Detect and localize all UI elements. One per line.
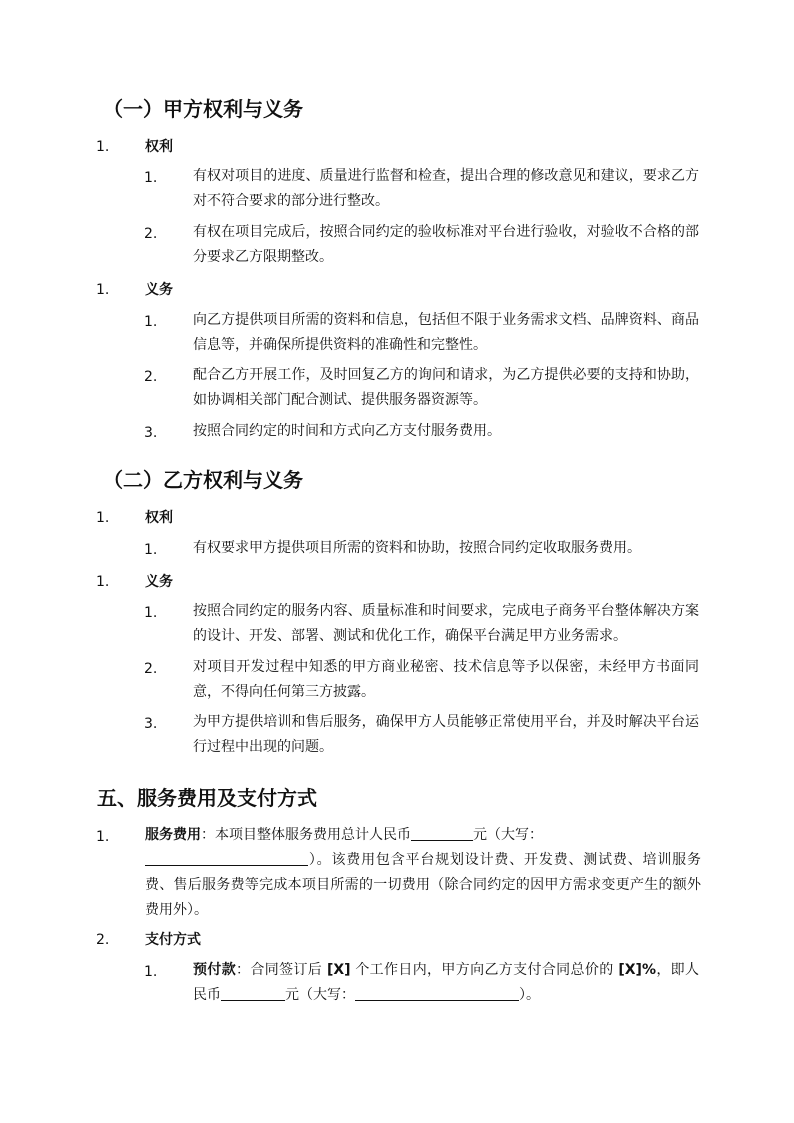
- service-fee-paragraph: [145, 823, 701, 923]
- prepayment-paragraph: [193, 958, 699, 1008]
- amount-blank: [411, 824, 473, 841]
- duties-label: 义务: [145, 282, 173, 298]
- amount-in-words-blank: [145, 849, 308, 866]
- list-number: 2.: [96, 932, 110, 948]
- placeholder-days: [X]: [326, 962, 351, 978]
- list-number: 2.: [144, 661, 158, 677]
- list-item-text: 配合乙方开展工作，及时回复乙方的询问和请求，为乙方提供必要的支持和协助，如协调相关部门配合测试、提供服务器资源等。: [193, 367, 699, 408]
- colon: ：: [236, 962, 251, 978]
- list-item-text: 向乙方提供项目所需的资料和信息，包括但不限于业务需求文档、品牌资料、商品信息等，并确保所提供资料的准确性和完整性。: [193, 312, 699, 353]
- placeholder-percent: [X]%: [618, 962, 656, 978]
- list-number: 3.: [144, 425, 158, 441]
- fee-text: ）。该费用包含平台规划设计费、开发费、测试费、培训服务费、售后服务费等完成本项目所需的一切费用（除合同约定的因甲方需求变更产生的额外费用外）。: [145, 852, 701, 918]
- prepayment-text: ）。: [519, 987, 540, 1003]
- list-number: 1.: [96, 574, 110, 590]
- list-number: 1.: [96, 282, 110, 298]
- fee-text: 本项目整体服务费用总计人民币: [215, 827, 411, 843]
- rights-label: 权利: [145, 139, 173, 155]
- list-item-text: 按照合同约定的时间和方式向乙方支付服务费用。: [193, 423, 501, 439]
- list-number: 1.: [144, 170, 158, 186]
- section-heading-party-a: （一）甲方权利与义务: [103, 97, 303, 121]
- prepayment-text: ，即人民币: [193, 962, 700, 1003]
- list-number: 2.: [144, 226, 158, 242]
- service-fee-label: 服务费用: [145, 827, 201, 843]
- list-number: 1.: [144, 314, 158, 330]
- rights-label: 权利: [145, 510, 173, 526]
- list-number: 3.: [144, 716, 158, 732]
- list-number: 1.: [144, 542, 158, 558]
- list-number: 1.: [144, 964, 158, 980]
- list-item-text: 对项目开发过程中知悉的甲方商业秘密、技术信息等予以保密，未经甲方书面同意，不得向任何第三方披露。: [193, 659, 699, 700]
- list-number: 2.: [144, 369, 158, 385]
- prepayment-text: 个工作日内，甲方向乙方支付合同总价的: [355, 962, 614, 978]
- colon: ：: [201, 827, 215, 843]
- list-number: 1.: [144, 605, 158, 621]
- duties-label: 义务: [145, 574, 173, 590]
- prepayment-text: 元（大写：: [285, 987, 355, 1003]
- payment-method-label: 支付方式: [145, 932, 201, 948]
- list-item-text: 有权对项目的进度、质量进行监督和检查，提出合理的修改意见和建议，要求乙方对不符合要求的部分进行整改。: [193, 168, 699, 209]
- list-item-text: 按照合同约定的服务内容、质量标准和时间要求，完成电子商务平台整体解决方案的设计、开发、部署、测试和优化工作，确保平台满足甲方业务需求。: [193, 603, 699, 644]
- list-item-text: 为甲方提供培训和售后服务，确保甲方人员能够正常使用平台，并及时解决平台运行过程中出现的问题。: [193, 714, 699, 755]
- section-heading-fees: 五、服务费用及支付方式: [97, 786, 317, 810]
- prepayment-text: 合同签订后: [250, 962, 323, 978]
- list-number: 1.: [96, 139, 110, 155]
- amount-in-words-blank: [355, 984, 519, 1001]
- list-item-text: 有权在项目完成后，按照合同约定的验收标准对平台进行验收，对验收不合格的部分要求乙方限期整改。: [193, 224, 699, 265]
- list-number: 1.: [96, 829, 110, 845]
- section-heading-party-b: （二）乙方权利与义务: [103, 468, 303, 492]
- fee-text: 元（大写：: [473, 827, 543, 843]
- list-number: 1.: [96, 510, 110, 526]
- list-item-text: 有权要求甲方提供项目所需的资料和协助，按照合同约定收取服务费用。: [193, 540, 641, 556]
- prepayment-label: 预付款: [193, 962, 237, 978]
- amount-blank: [221, 984, 285, 1001]
